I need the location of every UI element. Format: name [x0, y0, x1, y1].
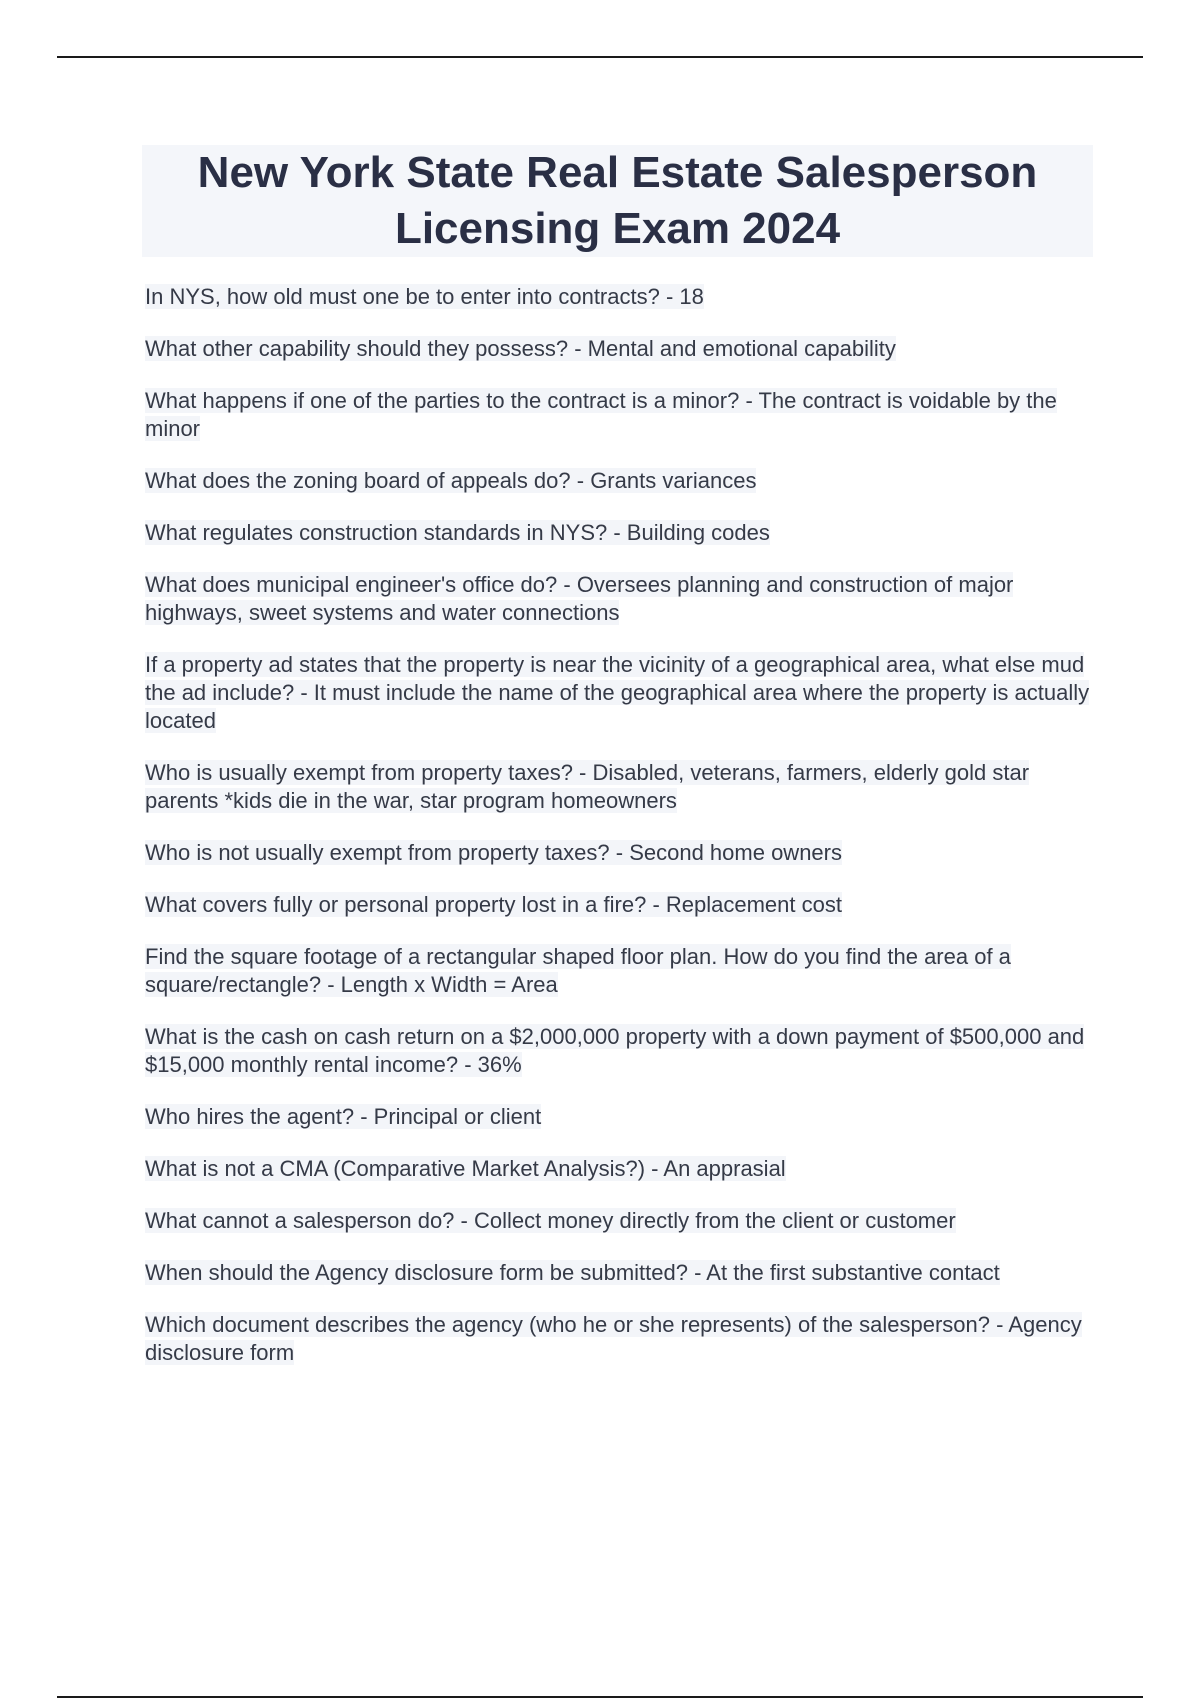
- page-title: New York State Real Estate Salesperson Licensing Exam 2024: [197, 148, 1038, 253]
- qa-text: Who is not usually exempt from property taxes? - Second home owners: [145, 840, 842, 865]
- qa-item: [145, 1207, 1095, 1235]
- qa-item: [145, 1155, 1095, 1183]
- qa-item: [145, 571, 1095, 627]
- qa-item: [145, 891, 1095, 919]
- qa-text: What does the zoning board of appeals do? - Grants variances: [145, 468, 757, 493]
- qa-item: [145, 651, 1095, 735]
- qa-item: [145, 519, 1095, 547]
- qa-text: When should the Agency disclosure form be submitted? - At the first substantive contact: [145, 1260, 1000, 1285]
- qa-text: What happens if one of the parties to the contract is a minor? - The contract is voidable by the minor: [145, 388, 1057, 441]
- qa-text: What covers fully or personal property lost in a fire? - Replacement cost: [145, 892, 842, 917]
- qa-list: [145, 283, 1095, 1391]
- qa-item: [145, 1103, 1095, 1131]
- qa-text: Who hires the agent? - Principal or client: [145, 1104, 542, 1129]
- qa-item: [145, 283, 1095, 311]
- qa-text: What cannot a salesperson do? - Collect money directly from the client or customer: [145, 1208, 956, 1233]
- qa-text: What does municipal engineer's office do? - Oversees planning and construction of major highways, sweet systems and water connections: [145, 572, 1014, 625]
- bottom-rule: [57, 1696, 1143, 1698]
- qa-item: [145, 387, 1095, 443]
- title-banner: [142, 145, 1093, 257]
- qa-item: [145, 467, 1095, 495]
- qa-item: [145, 1311, 1095, 1367]
- qa-item: [145, 335, 1095, 363]
- qa-text: Which document describes the agency (who he or she represents) of the salesperson? - Agency disclosure form: [145, 1312, 1082, 1365]
- qa-text: Find the square footage of a rectangular shaped floor plan. How do you find the area of a square/rectangle? - Length x Width = Area: [145, 944, 1011, 997]
- qa-item: [145, 1259, 1095, 1287]
- qa-text: What other capability should they possess? - Mental and emotional capability: [145, 336, 896, 361]
- qa-item: [145, 759, 1095, 815]
- qa-text: What regulates construction standards in NYS? - Building codes: [145, 520, 770, 545]
- qa-text: What is not a CMA (Comparative Market Analysis?) - An apprasial: [145, 1156, 786, 1181]
- qa-text: Who is usually exempt from property taxes? - Disabled, veterans, farmers, elderly gold star parents *kids die in the war, star program homeowners: [145, 760, 1030, 813]
- qa-item: [145, 839, 1095, 867]
- qa-text: In NYS, how old must one be to enter into contracts? - 18: [145, 284, 704, 309]
- qa-item: [145, 943, 1095, 999]
- qa-item: [145, 1023, 1095, 1079]
- qa-text: If a property ad states that the property is near the vicinity of a geographical area, what else mud the ad include? - It must include the name of the geographical area where the property is actually located: [145, 652, 1090, 733]
- top-rule: [57, 56, 1143, 58]
- qa-text: What is the cash on cash return on a $2,000,000 property with a down payment of $500,000 and $15,000 monthly rental income? - 36%: [145, 1024, 1085, 1077]
